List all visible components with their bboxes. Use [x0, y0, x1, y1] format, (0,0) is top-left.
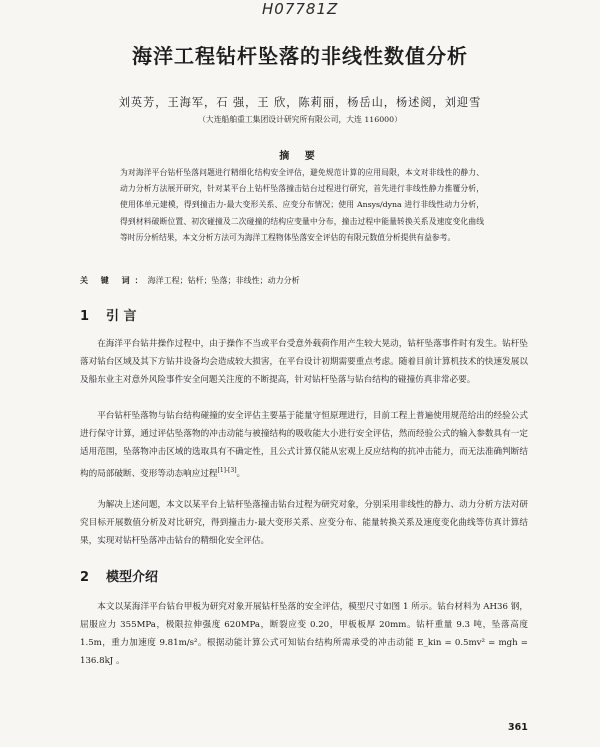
section-title: 模型介绍 — [106, 570, 159, 585]
section-1-paragraph-1: 在海洋平台钻井操作过程中，由于操作不当或平台受意外载荷作用产生较大晃动，钻杆坠落事件时有发生。钻杆坠落对钻台区域及其下方钻井设备均会造成较大损害，在平台设计初期需要重点考虑。随着目前计算机技术的快速发展以及船东业主对意外风险事件安全问题关注度的不断提高，针对钻杆坠落与钻台结构的碰撞仿真非常必要。 — [80, 339, 528, 385]
affiliation: （大连船舶重工集团设计研究所有限公司，大连 116000） — [198, 115, 402, 124]
handwritten-stamp: H07781Z — [262, 0, 339, 18]
citation: [1]-[3] — [217, 466, 237, 474]
section-title: 引 言 — [106, 309, 137, 324]
page-number: 361 — [508, 722, 528, 733]
paragraph-end: 。 — [236, 468, 246, 479]
keywords — [80, 275, 300, 286]
section-1-paragraph-3: 为解决上述问题，本文以某平台上钻杆坠落撞击钻台过程为研究对象，分别采用非线性的静力、动力分析方法对研究目标开展数值分析及对比研究，得到撞击力-最大变形关系、应变分布、能量转换关系及速度变化曲线等仿真计算结果，实现对钻杆坠落冲击钻台的精细化安全评估。 — [80, 500, 528, 546]
keywords-text: 海洋工程；钻杆；坠落；非线性；动力分析 — [147, 276, 300, 285]
section-2-paragraph-1: 本文以某海洋平台钻台甲板为研究对象开展钻杆坠落的安全评估，模型尺寸如图 1 所示。钻台材料为 AH36 钢，屈服应力 355MPa，极限拉伸强度 620MPa，断裂应变 0.20，甲板板厚 20mm。钻杆重量 9.3 吨，坠落高度 1.5m，重力加速度 9.81m/s²。根据动能计算公式可知钻台结构所需承受的冲击动能 E_kin = 0.5mv² = mgh = 136.8kJ 。 — [80, 602, 528, 666]
section-2-heading — [80, 566, 158, 585]
section-number: 1 — [80, 309, 90, 324]
author-list: 刘英芳，王海军，石 强，王 欣，陈莉丽，杨岳山，杨述阅，刘迎雪 — [118, 96, 482, 109]
keywords-label: 关 键 词： — [80, 276, 148, 285]
section-number: 2 — [80, 570, 90, 585]
abstract-body: 为对海洋平台钻杆坠落问题进行精细化结构安全评估，避免规范计算的应用局限，本文对非线性的静力、动力分析方法展开研究，针对某平台上钻杆坠落撞击钻台过程进行研究，首先进行非线性静力推覆分析，使用体单元建模，得到撞击力-最大变形关系、应变分布情况；使用 Ansys/dyna 进行非线性动力分析，得到材料破断位置、初次碰撞及二次碰撞的结构应变量中分布，撞击过程中能量转换关系及速度变化曲线等时历分析结果，本文分析方法可为海洋工程物体坠落安全评估的有限元数值分析提供有益参考。 — [120, 168, 484, 242]
paragraph-text: 平台钻杆坠落物与钻台结构碰撞的安全评估主要基于能量守恒原理进行，目前工程上普遍使用规范给出的经验公式进行保守计算，通过评估坠落物的冲击动能与被撞结构的吸收能大小进行安全评估，然而经验公式的输入参数具有一定适用范围，坠落物冲击区域的选取具有不确定性，且公式计算仅能从宏观上反应结构的抗冲击能力，而无法准确判断结构的局部破断、变形等动态响应过程 — [80, 411, 528, 479]
abstract-heading: 摘 要 — [279, 151, 321, 162]
section-1-heading — [80, 305, 137, 324]
section-1-paragraph-2 — [80, 408, 528, 483]
paper-title: 海洋工程钻杆坠落的非线性数值分析 — [132, 44, 468, 68]
